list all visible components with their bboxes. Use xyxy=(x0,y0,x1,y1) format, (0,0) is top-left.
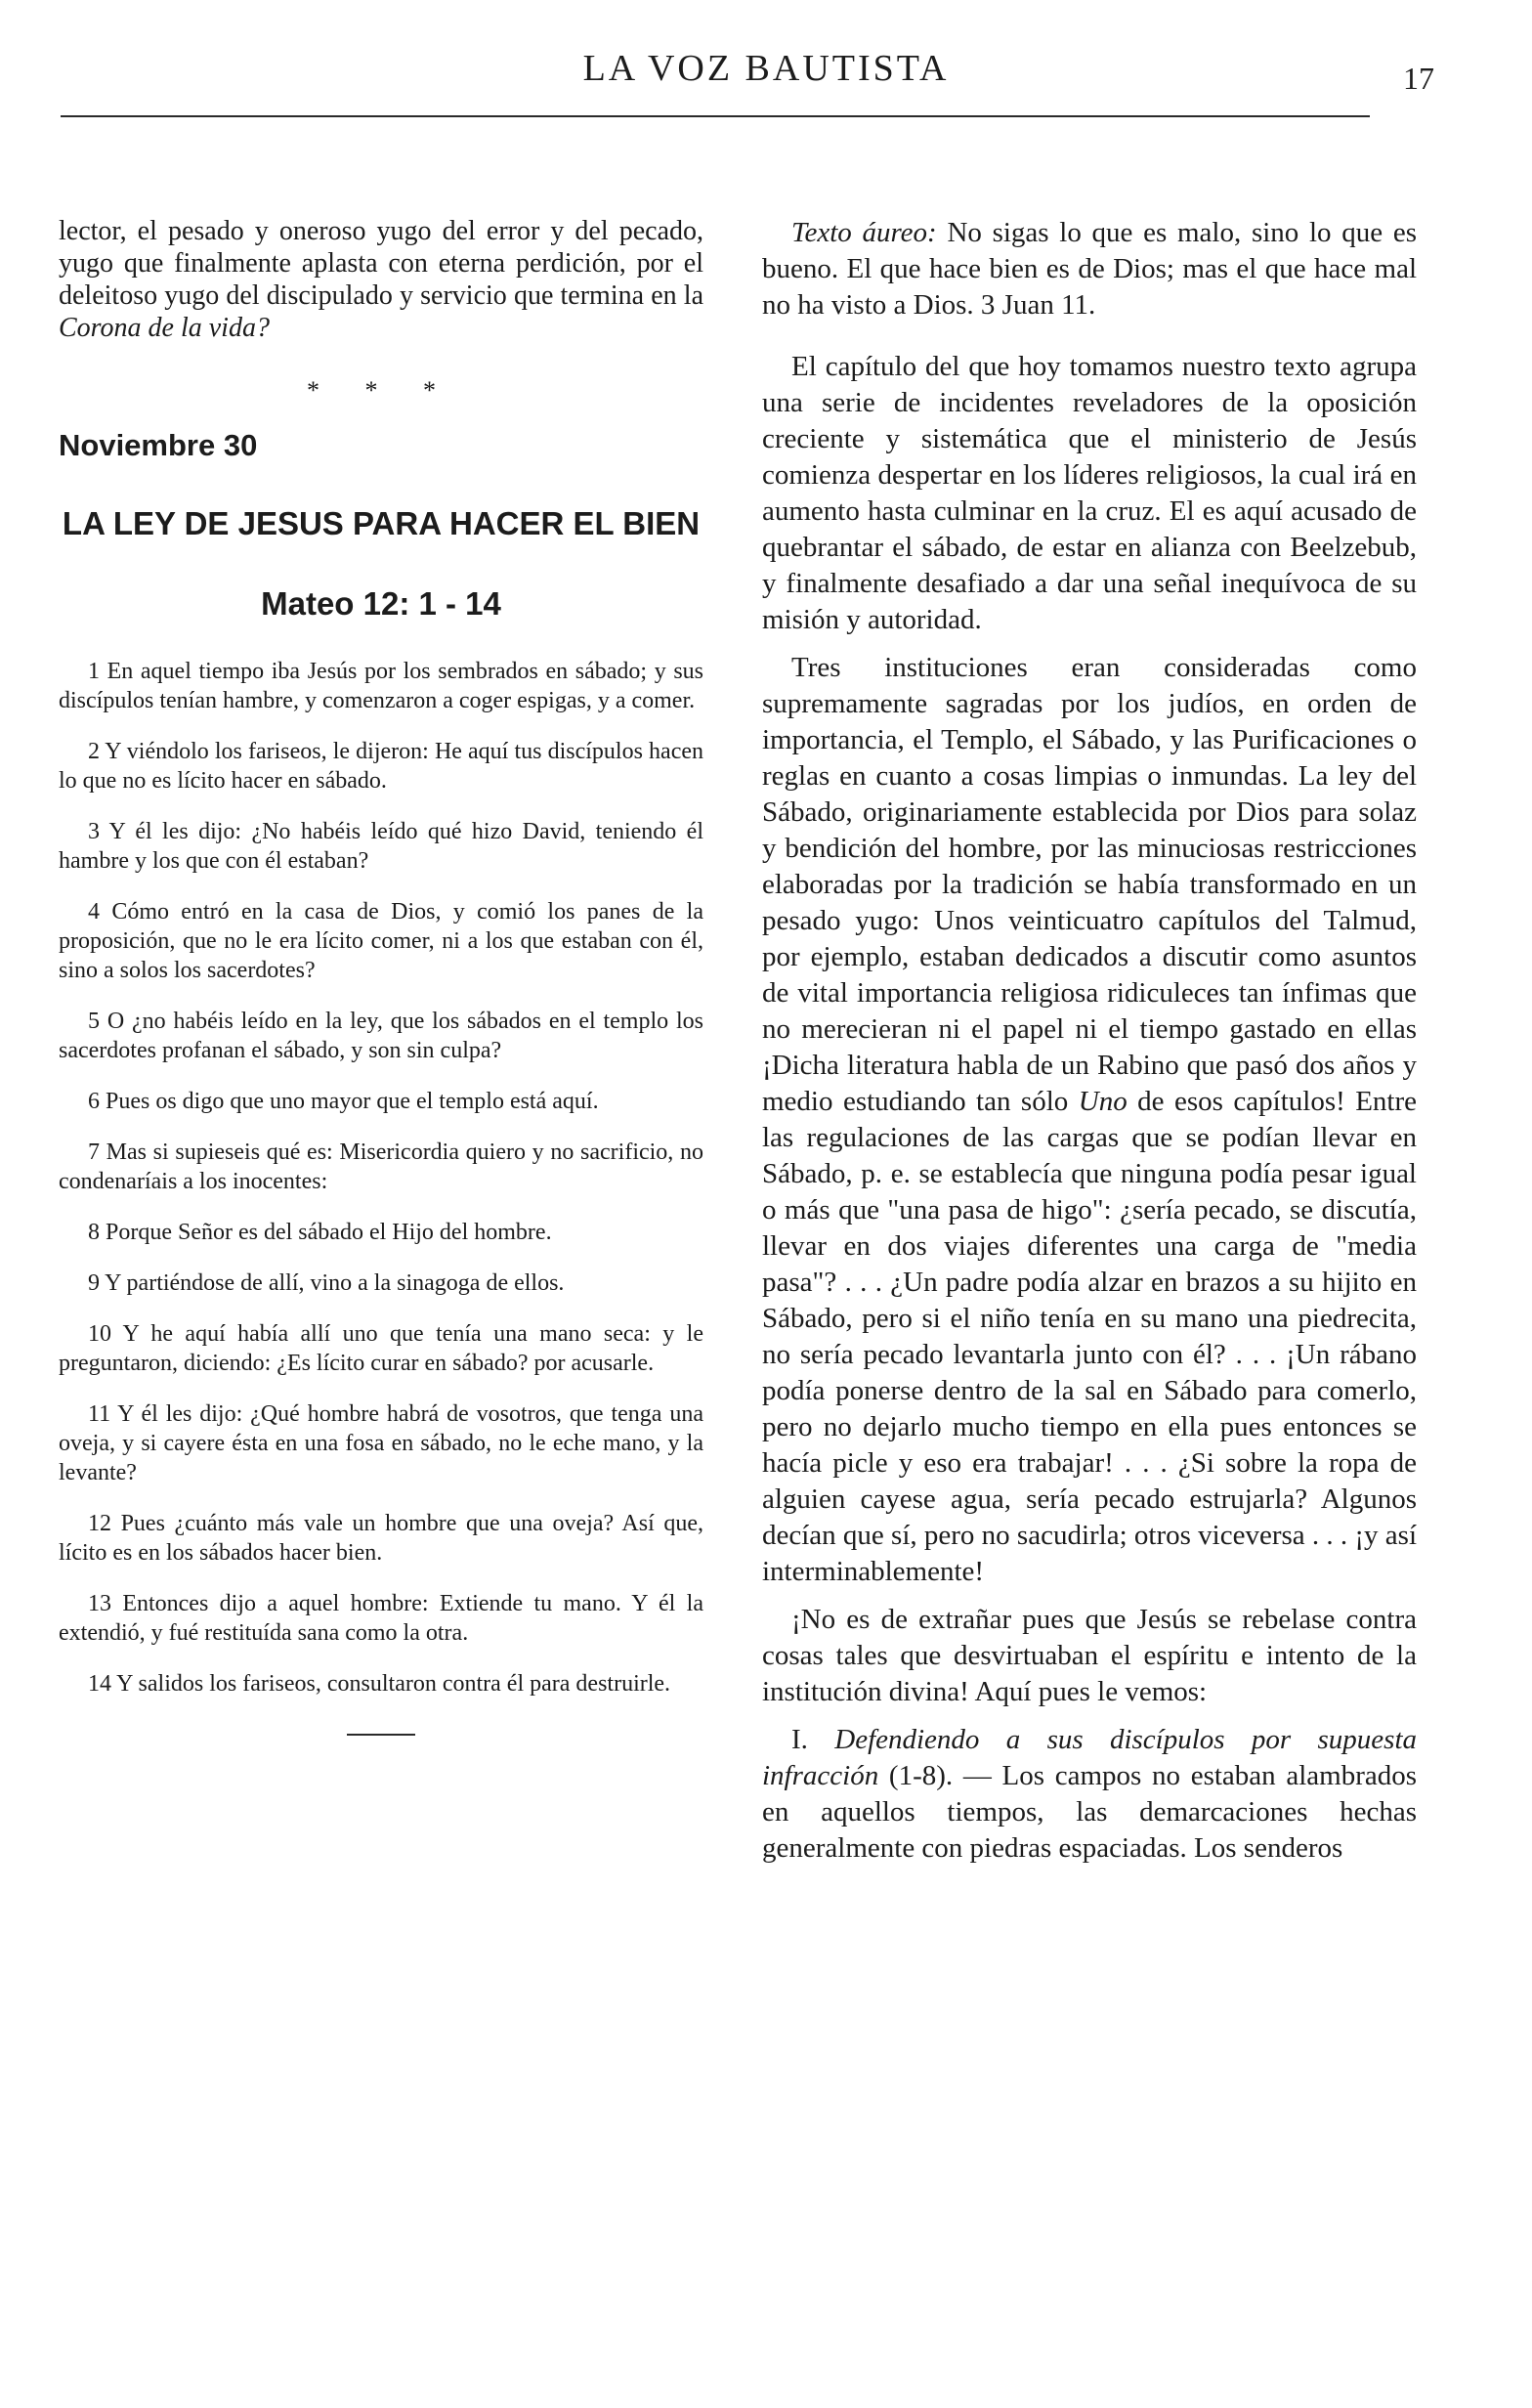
magazine-title: LA VOZ BAUTISTA xyxy=(582,48,950,89)
header-rule xyxy=(61,115,1370,117)
golden-text-paragraph xyxy=(762,215,1417,323)
intro-paragraph xyxy=(59,215,703,344)
verse-13: 13 Entonces dijo a aquel hombre: Extiende tu mano. Y él la extendió, y fué restituída sana como la otra. xyxy=(59,1591,703,1646)
paragraph-4 xyxy=(762,1722,1417,1867)
scripture-reference: Mateo 12: 1 - 14 xyxy=(261,585,501,622)
verse-14: 14 Y salidos los fariseos, consultaron contra él para destruirle. xyxy=(88,1671,671,1697)
point-heading: Defendiendo a sus discípulos por supuesta infracción xyxy=(762,1724,1417,1791)
verse-1: 1 En aquel tiempo iba Jesús por los sembrados en sábado; y sus discípulos tenían hambre, y comenzaron a coger espigas, y a comer. xyxy=(59,659,703,713)
verse-8: 8 Porque Señor es del sábado el Hijo del hombre. xyxy=(88,1220,552,1245)
verse-9: 9 Y partiéndose de allí, vino a la sinagoga de ellos. xyxy=(88,1270,565,1296)
verse-2: 2 Y viéndolo los fariseos, le dijeron: He aquí tus discípulos hacen lo que no es lícito hacer en sábado. xyxy=(59,739,703,794)
paragraph-2 xyxy=(762,650,1417,1590)
lesson-date: Noviembre 30 xyxy=(59,428,258,462)
verse-5: 5 O ¿no habéis leído en la ley, que los sábados en el templo los sacerdotes profanan el sábado, y son sin culpa? xyxy=(59,1009,703,1063)
intro-text: lector, el pesado y oneroso yugo del error y del pecado, yugo que finalmente aplasta con eterna perdición, por el deleitoso yugo del discipulado y servicio que termina en la xyxy=(59,216,703,311)
paragraph-2-part-a: Tres instituciones eran consideradas como supremamente sagradas por los judíos, en orden de importancia, el Templo, el Sábado, y las Purificaciones o reglas en cuanto a cosas limpias o inmundas. La ley del Sábado, originariamente establecida por Dios para solaz y bendición del hombre, por las minuciosas restricciones elaboradas por la tradición se había transformado en un pesado yugo: Unos veinticuatro capítulos del Talmud, por ejemplo, estaban dedicados a discutir como asuntos de vital importancia religiosa ridiculeces tan ínfimas que no merecieran ni el papel ni el tiempo gastado en ellas ¡Dicha literatura habla de un Rabino que pasó dos años y medio estudiando tan sólo xyxy=(762,652,1417,1117)
verse-12: 12 Pues ¿cuánto más vale un hombre que una oveja? Así que, lícito es en los sábados hacer bien. xyxy=(59,1511,703,1566)
verse-10: 10 Y he aquí había allí uno que tenía una mano seca: y le preguntaron, diciendo: ¿Es lícito curar en sábado? por acusarle. xyxy=(59,1321,703,1376)
point-text: — Los campos no estaban alambrados en aquellos tiempos, las demarcaciones hechas generalmente con piedras espaciadas. Los senderos xyxy=(762,1760,1418,1864)
section-separator: * * * xyxy=(307,376,455,405)
golden-text-label: Texto áureo: xyxy=(791,217,937,248)
paragraph-3: ¡No es de extrañar pues que Jesús se rebelase contra cosas tales que desvirtuaban el espíritu e intento de la institución divina! Aquí pues le vemos: xyxy=(762,1604,1417,1707)
verse-7: 7 Mas si supieseis qué es: Misericordia quiero y no sacrificio, no condenaríais a los inocentes: xyxy=(59,1140,703,1194)
paragraph-2-part-b: de esos capítulos! Entre las regulaciones de las cargas que se podían llevar en Sábado, p. e. se establecía que ninguna podía pesar igual o más que "una pasa de higo": ¿sería pecado, se discutía, llevar en dos viajes diferentes una carga de "media pasa"? . . . ¿Un padre podía alzar en brazos a su hijito en Sábado, pero si el niño tenía en su mano una piedrecita, no sería pecado levantarla junto con él? . . . ¡Un rábano podía ponerse dentro de la sal en Sábado para comerlo, pero no dejarlo mucho tiempo en ella pues entonces se hacía picle y eso era trabajar! . . . ¿Si sobre la ropa de alguien cayese agua, sería pecado estrujarla? Algunos decían que sí, pero no sacudirla; otros viceversa . . . ¡y así interminablemente! xyxy=(762,1086,1418,1587)
golden-text: No sigas lo que es malo, sino lo que es bueno. El que hace bien es de Dios; mas el que hace mal no ha visto a Dios. 3 Juan 11. xyxy=(762,217,1417,321)
verse-11: 11 Y él les dijo: ¿Qué hombre habrá de vosotros, que tenga una oveja, y si cayere ésta en una fosa en sábado, no le eche mano, y la levante? xyxy=(59,1401,703,1485)
point-number: I. xyxy=(791,1724,808,1755)
verse-4: 4 Cómo entró en la casa de Dios, y comió los panes de la proposición, que no le era lícito comer, ni a los que estaban con él, sino a solos los sacerdotes? xyxy=(59,899,703,983)
verse-3: 3 Y él les dijo: ¿No habéis leído qué hizo David, teniendo él hambre y los que con él estaban? xyxy=(59,819,703,874)
end-rule xyxy=(347,1734,415,1736)
right-column xyxy=(762,215,1417,1878)
left-column xyxy=(59,215,703,1736)
verse-6: 6 Pues os digo que uno mayor que el templo está aquí. xyxy=(88,1089,599,1114)
paragraph-2-italic: Uno xyxy=(1078,1086,1128,1117)
paragraph-1: El capítulo del que hoy tomamos nuestro texto agrupa una serie de incidentes reveladores de la oposición creciente y sistemática que el ministerio de Jesús comienza despertar en los líderes religiosos, la cual irá en aumento hasta culminar en la cruz. El es aquí acusado de quebrantar el sábado, de estar en alianza con Beelzebub, y finalmente desafiado a dar una señal inequívoca de su misión y autoridad. xyxy=(762,351,1417,635)
lesson-title: LA LEY DE JESUS PARA HACER EL BIEN xyxy=(62,505,701,541)
page-number: 17 xyxy=(1403,61,1434,96)
point-reference: (1-8). xyxy=(888,1760,954,1791)
intro-italic: Corona de la vida? xyxy=(59,313,270,343)
